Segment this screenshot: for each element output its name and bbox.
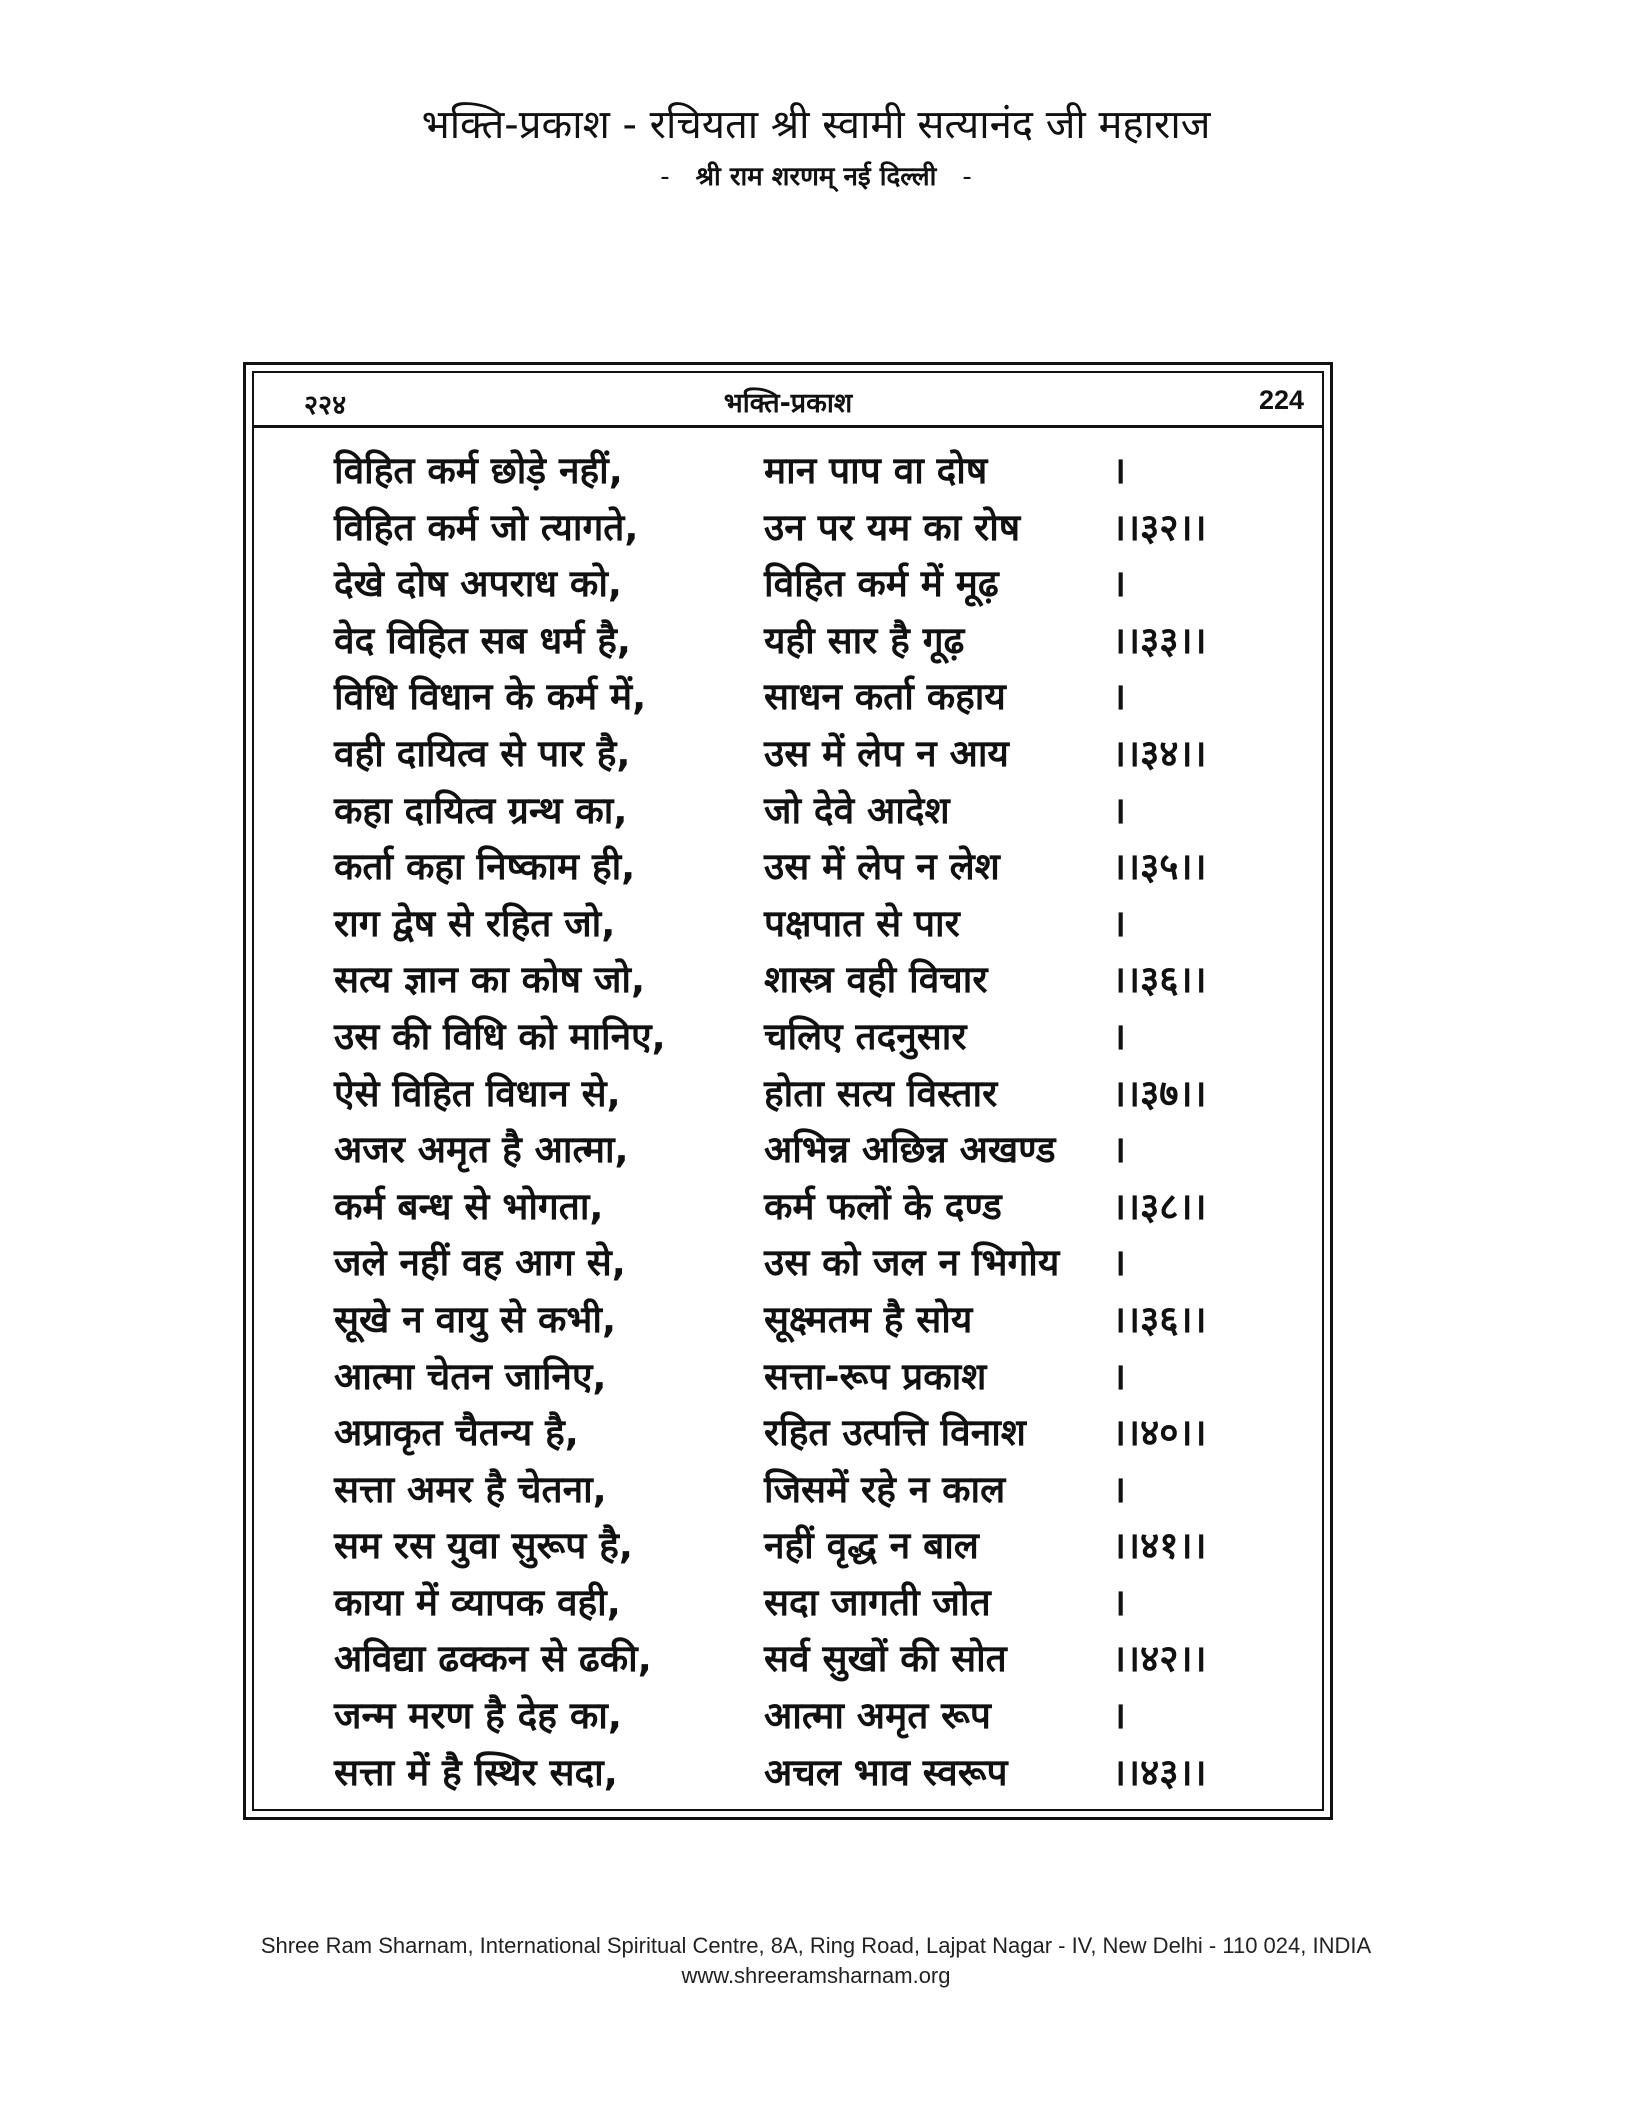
- verse-second-half: साधन कर्ता कहाय: [764, 675, 1006, 719]
- verse-number: ।।३६।।: [1112, 1297, 1207, 1341]
- verse-number: ।।४२।।: [1112, 1637, 1207, 1681]
- verse-second-half: कर्म फलों के दण्ड: [764, 1184, 1002, 1228]
- verse-number: ।।३५।।: [1112, 845, 1207, 889]
- verse-first-half: देखे दोष अपराध को,: [334, 562, 622, 606]
- verse-first-half: विधि विधान के कर्म में,: [334, 675, 647, 719]
- document-title: भक्ति-प्रकाश - रचियता श्री स्वामी सत्यानंद जी महाराज: [421, 102, 1211, 148]
- verse-first-half: जन्म मरण है देह का,: [334, 1694, 622, 1738]
- verse-line: [334, 1575, 1334, 1632]
- verse-number: ।।३४।।: [1112, 731, 1207, 775]
- verse-second-half: जिसमें रहे न काल: [764, 1467, 1006, 1511]
- verse-first-half: राग द्वेष से रहित जो,: [334, 901, 616, 945]
- verse-line: [334, 952, 1334, 1009]
- verse-second-half: विहित कर्म में मूढ़: [764, 562, 999, 606]
- verse-line: [334, 726, 1334, 783]
- verse-first-half: कहा दायित्व ग्रन्थ का,: [334, 788, 628, 832]
- verse-second-half: सत्ता-रूप प्रकाश: [764, 1354, 987, 1398]
- page-number-devanagari: २२४: [304, 390, 347, 421]
- verse-number: ।: [1112, 562, 1127, 606]
- verse-second-half: नहीं वृद्ध न बाल: [764, 1524, 979, 1568]
- verse-list: [334, 443, 1334, 1801]
- running-title: भक्ति-प्रकाश: [723, 388, 853, 419]
- verse-first-half: सत्ता अमर है चेतना,: [334, 1467, 607, 1511]
- book-page-frame: [243, 362, 1333, 1820]
- verse-line: [334, 783, 1334, 840]
- verse-second-half: उस में लेप न आय: [764, 731, 1009, 775]
- verse-first-half: अजर अमृत है आत्मा,: [334, 1128, 629, 1172]
- verse-line: [334, 1292, 1334, 1349]
- verse-second-half: मान पाप वा दोष: [764, 449, 988, 492]
- verse-number: ।: [1112, 1467, 1127, 1511]
- subtitle-dash-left: -: [660, 162, 670, 192]
- verse-first-half: सत्ता में है स्थिर सदा,: [334, 1750, 618, 1794]
- verse-first-half: विहित कर्म छोड़े नहीं,: [334, 449, 623, 492]
- verse-number: ।।३३।।: [1112, 618, 1207, 662]
- verse-line: [334, 500, 1334, 557]
- verse-first-half: सत्य ज्ञान का कोष जो,: [334, 958, 646, 1002]
- verse-number: ।।३२।।: [1112, 505, 1207, 549]
- verse-second-half: शास्त्र वही विचार: [764, 958, 988, 1002]
- verse-first-half: सूखे न वायु से कभी,: [334, 1297, 617, 1341]
- verse-number: ।: [1112, 1014, 1127, 1058]
- verse-second-half: अचल भाव स्वरूप: [764, 1750, 1008, 1794]
- verse-number: ।: [1112, 1694, 1127, 1738]
- verse-first-half: जले नहीं वह आग से,: [334, 1241, 626, 1285]
- verse-line: [334, 1009, 1334, 1066]
- subtitle-dash-right: -: [962, 162, 972, 192]
- verse-number: ।।३६।।: [1112, 958, 1207, 1002]
- verse-line: [334, 1179, 1334, 1236]
- verse-line: [334, 1518, 1334, 1575]
- verse-line: [334, 1745, 1334, 1802]
- verse-line: [334, 1462, 1334, 1519]
- verse-line: [334, 1405, 1334, 1462]
- verse-first-half: सम रस युवा सुरूप है,: [334, 1524, 633, 1568]
- verse-second-half: उन पर यम का रोष: [764, 505, 1021, 549]
- verse-second-half: उस में लेप न लेश: [764, 845, 1000, 889]
- verse-second-half: यही सार है गूढ़: [764, 618, 965, 662]
- verse-line: [334, 613, 1334, 670]
- verse-first-half: कर्ता कहा निष्काम ही,: [334, 845, 636, 889]
- verse-line: [334, 1688, 1334, 1745]
- book-page-inner-frame: [252, 371, 1324, 1811]
- verse-first-half: विहित कर्म जो त्यागते,: [334, 505, 639, 549]
- footer-website: www.shreeramsharnam.org: [681, 1963, 951, 1988]
- verse-first-half: वही दायित्व से पार है,: [334, 731, 631, 775]
- verse-first-half: अविद्या ढक्कन से ढकी,: [334, 1637, 652, 1681]
- page-number-latin: 224: [1258, 385, 1304, 415]
- verse-number: ।।४०।।: [1112, 1411, 1207, 1455]
- verse-second-half: पक्षपात से पार: [764, 901, 960, 945]
- verse-line: [334, 1066, 1334, 1123]
- verse-line: [334, 839, 1334, 896]
- verse-number: ।: [1112, 675, 1127, 719]
- verse-second-half: चलिए तदनुसार: [764, 1014, 967, 1058]
- verse-number: ।: [1112, 1354, 1127, 1398]
- verse-line: [334, 1349, 1334, 1406]
- document-subtitle: [0, 160, 1632, 194]
- verse-line: [334, 669, 1334, 726]
- verse-first-half: ऐसे विहित विधान से,: [334, 1071, 621, 1115]
- verse-line: [334, 556, 1334, 613]
- verse-number: ।: [1112, 1128, 1127, 1172]
- verse-line: [334, 896, 1334, 953]
- verse-line: [334, 1631, 1334, 1688]
- verse-second-half: सर्व सुखों की सोत: [764, 1637, 1007, 1681]
- verse-first-half: उस की विधि को मानिए,: [334, 1014, 666, 1058]
- verse-number: ।: [1112, 788, 1127, 832]
- verse-second-half: उस को जल न भिगोय: [764, 1241, 1060, 1285]
- verse-line: [334, 1235, 1334, 1292]
- verse-number: ।: [1112, 901, 1127, 945]
- subtitle-text: श्री राम शरणम् नई दिल्ली: [695, 162, 937, 192]
- verse-first-half: कर्म बन्ध से भोगता,: [334, 1184, 604, 1228]
- verse-second-half: सदा जागती जोत: [764, 1580, 991, 1624]
- page-header-row: [254, 373, 1322, 428]
- verse-second-half: सूक्ष्मतम है सोय: [764, 1297, 973, 1341]
- footer-address: Shree Ram Sharnam, International Spiritual Centre, 8A, Ring Road, Lajpat Nagar - IV, New Delhi - 110 024, INDIA: [260, 1933, 1372, 1958]
- verse-first-half: वेद विहित सब धर्म है,: [334, 618, 631, 662]
- verse-first-half: अप्राकृत चैतन्य है,: [334, 1411, 579, 1455]
- verse-number: ।।३७।।: [1112, 1071, 1207, 1115]
- verse-second-half: जो देवे आदेश: [764, 788, 950, 832]
- verse-number: ।।४३।।: [1112, 1750, 1207, 1794]
- verse-number: ।: [1112, 1580, 1127, 1624]
- verse-number: ।: [1112, 449, 1127, 492]
- verse-number: ।।४१।।: [1112, 1524, 1207, 1568]
- verse-second-half: होता सत्य विस्तार: [764, 1071, 998, 1115]
- verse-first-half: आत्मा चेतन जानिए,: [334, 1354, 607, 1398]
- verse-line: [334, 1122, 1334, 1179]
- verse-number: ।: [1112, 1241, 1127, 1285]
- verse-second-half: अभिन्न अछिन्न अखण्ड: [764, 1128, 1056, 1172]
- verse-second-half: आत्मा अमृत रूप: [764, 1694, 991, 1738]
- verse-line: [334, 443, 1334, 500]
- verse-first-half: काया में व्यापक वही,: [334, 1580, 621, 1624]
- verse-second-half: रहित उत्पत्ति विनाश: [764, 1411, 1026, 1455]
- verse-number: ।।३८।।: [1112, 1184, 1207, 1228]
